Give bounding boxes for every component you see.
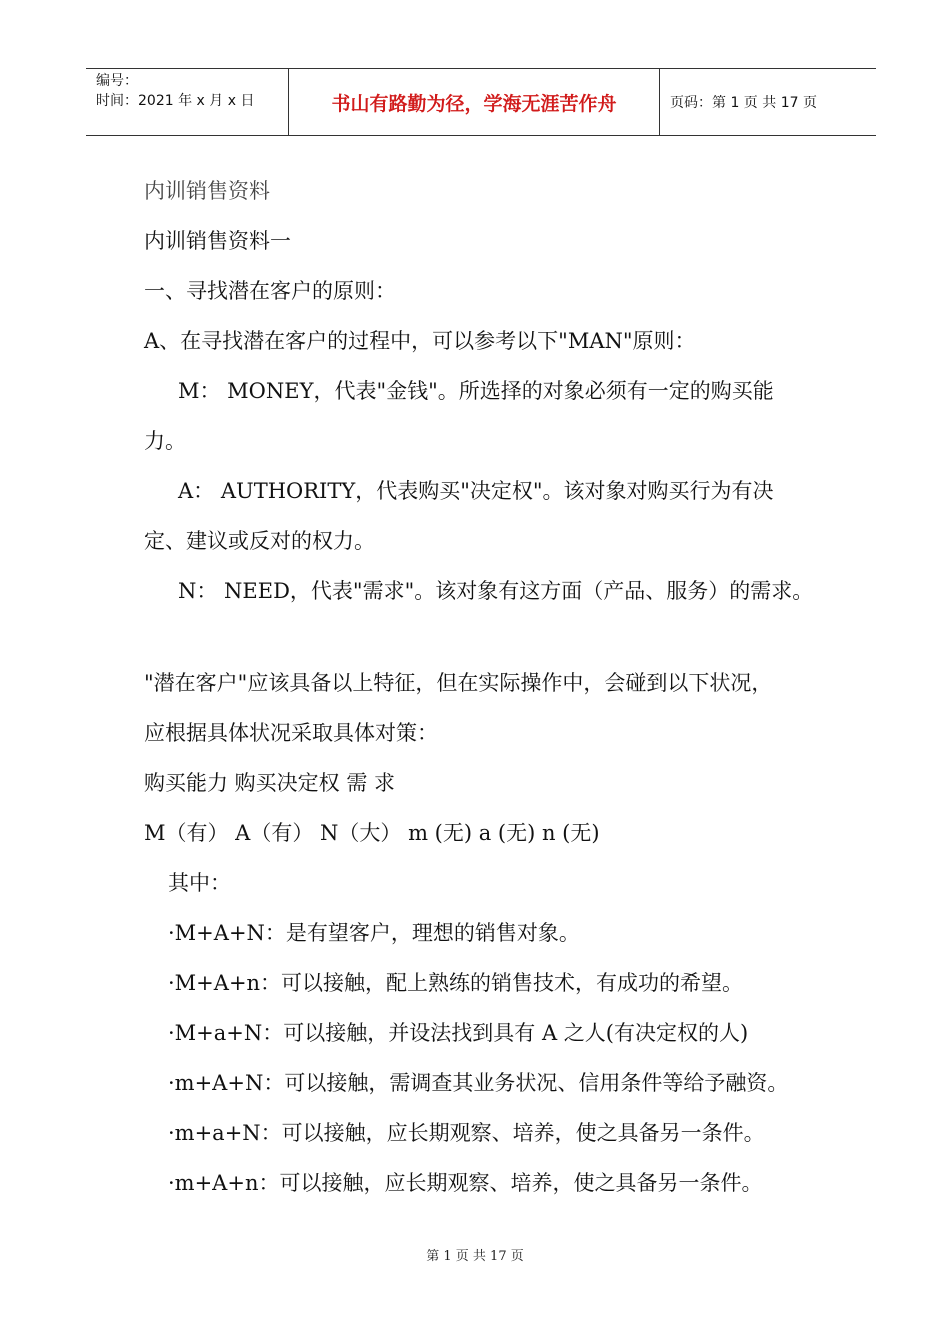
paragraph-line: "潜在客户"应该具备以上特征，但在实际操作中，会碰到以下状况， <box>144 671 773 695</box>
paragraph-line: 应根据具体状况采取具体对策： <box>144 721 438 745</box>
header-page-info: 页码：第 1 页 共 17 页 <box>670 95 817 111</box>
list-item: ·M+A+N：是有望客户，理想的销售对象。 <box>168 921 580 945</box>
money-line: M： MONEY，代表"金钱"。所选择的对象必须有一定的购买能 <box>178 379 774 403</box>
list-item: ·m+A+N：可以接触，需调查其业务状况、信用条件等给予融资。 <box>168 1071 789 1095</box>
header-meta <box>86 69 288 135</box>
section-heading: 一、寻找潜在客户的原则： <box>144 279 396 303</box>
header-time-label: 时间：2021 年 x 月 x 日 <box>96 93 255 109</box>
authority-line-cont: 定、建议或反对的权力。 <box>144 529 375 553</box>
document-title: 内训销售资料 <box>144 179 270 203</box>
document-body <box>144 166 844 1208</box>
need-line: N： NEED，代表"需求"。该对象有这方面（产品、服务）的需求。 <box>178 579 814 603</box>
paragraph-gap <box>144 616 844 658</box>
header-motto: 书山有路勤为径，学海无涯苦作舟 <box>288 69 660 135</box>
page-footer: 第 1 页 共 17 页 <box>426 1249 524 1264</box>
among-label: 其中： <box>168 871 231 895</box>
list-item: ·M+A+n：可以接触，配上熟练的销售技术，有成功的希望。 <box>168 971 744 995</box>
list-item: ·m+a+N：可以接触，应长期观察、培养，使之具备另一条件。 <box>168 1121 765 1145</box>
table-row-line: M（有） A（有） N（大） m (无) a (无) n (无) <box>144 821 600 845</box>
money-line-cont: 力。 <box>144 429 186 453</box>
authority-line: A： AUTHORITY，代表购买"决定权"。该对象对购买行为有决 <box>178 479 774 503</box>
point-a: A、在寻找潜在客户的过程中，可以参考以下"MAN"原则： <box>144 329 696 353</box>
header-number-label: 编号： <box>96 73 138 89</box>
list-item: ·M+a+N：可以接触，并设法找到具有 A 之人(有决定权的人) <box>168 1021 749 1045</box>
list-item: ·m+A+n：可以接触，应长期观察、培养，使之具备另一条件。 <box>168 1171 763 1195</box>
document-subtitle: 内训销售资料一 <box>144 229 291 253</box>
table-header-line: 购买能力 购买决定权 需 求 <box>144 771 396 795</box>
page-header <box>86 68 876 136</box>
